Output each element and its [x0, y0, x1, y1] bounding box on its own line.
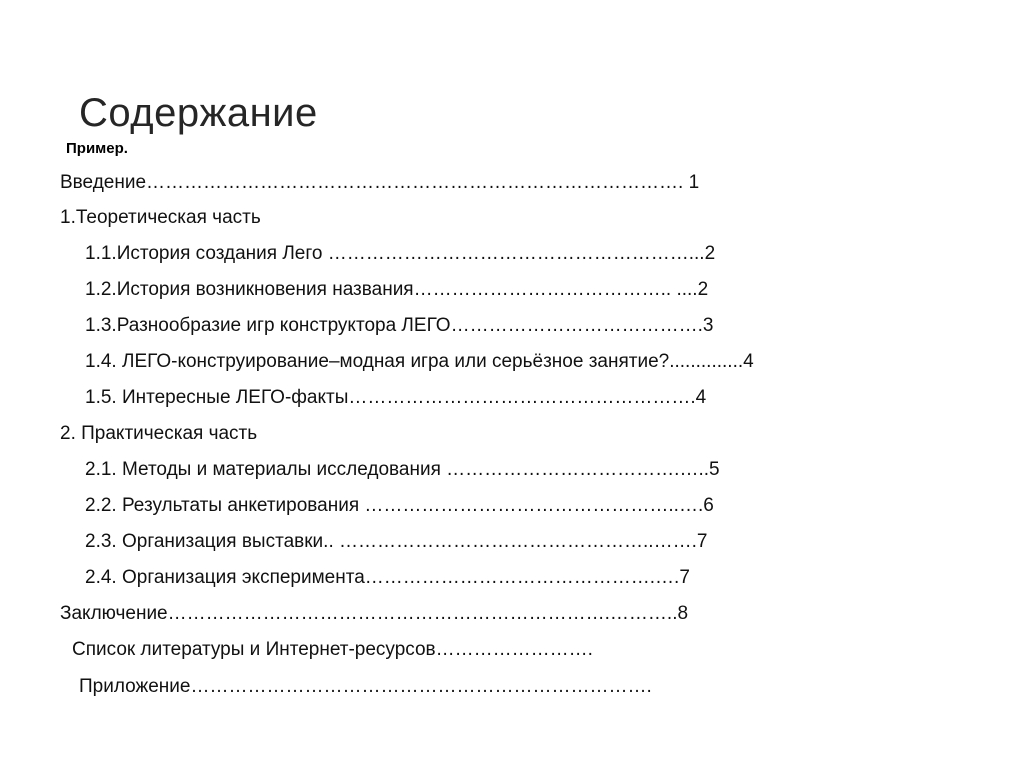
toc-entry-conclusion [60, 602, 688, 626]
toc-entry-leader: ……………………. [435, 639, 593, 660]
slide-subtitle: Пример. [66, 140, 128, 157]
toc-entry-page: 1 [683, 172, 700, 193]
toc-entry-2-4 [85, 566, 690, 590]
toc-entry-leader: ……………………………………….…. [364, 567, 680, 588]
toc-entry-leader: …………………………………. [450, 315, 703, 336]
toc-entry-text: 2.2. Результаты анкетирования [85, 495, 365, 516]
toc-entry-2-1 [85, 458, 720, 482]
toc-entry-2-3 [85, 530, 707, 554]
toc-entry-leader: ………………………………………………………………. [190, 676, 652, 697]
toc-entry-page: 5 [709, 459, 720, 480]
toc-entry-page: 7 [696, 531, 708, 552]
toc-entry-1-2 [85, 278, 708, 302]
toc-entry-text: 1.2.История возникновения названия [85, 279, 414, 300]
toc-entry-leader: …………………………………………………………………………. [146, 172, 684, 193]
toc-entry-appendix [79, 675, 652, 699]
toc-entry-leader: …………………………………………………………….……….. [167, 603, 678, 624]
toc-entry-1-5 [85, 386, 706, 410]
toc-entry-text: Список литературы и Интернет-ресурсов [72, 639, 436, 660]
toc-entry-text: 1.Теоретическая часть [60, 207, 261, 228]
toc-entry-text: 2.1. Методы и материалы исследования [85, 459, 447, 480]
slide-title: Содержание [79, 91, 318, 135]
toc-entry-1-3 [85, 314, 713, 338]
toc-entry-1-1 [85, 242, 715, 266]
toc-entry-text: 1.3.Разнообразие игр конструктора ЛЕГО [85, 315, 451, 336]
toc-entry-page: 4 [743, 351, 754, 372]
toc-entry-bibliography [72, 638, 593, 662]
toc-entry-text: Заключение [60, 603, 168, 624]
toc-entry-leader: …………………………………………..…. [364, 495, 704, 516]
toc-entry-text: 2.3. Организация выставки.. [85, 531, 340, 552]
toc-entry-page: 7 [679, 567, 690, 588]
toc-entry-leader: .............. [669, 351, 744, 372]
toc-entry-2-2 [85, 494, 714, 518]
toc-entry-text: 1.5. Интересные ЛЕГО-факты [85, 387, 349, 408]
toc-entry-leader: ……………………………….….. [446, 459, 710, 480]
toc-entry-page: 8 [677, 603, 689, 624]
toc-entry-leader: …………………………………………..……. [339, 531, 697, 552]
toc-entry-page: 2 [697, 279, 709, 300]
toc-entry-text: 2. Практическая часть [60, 423, 258, 444]
toc-entry-page: 3 [702, 315, 714, 336]
toc-entry-page: 2 [704, 243, 716, 264]
toc-entry-text: Введение [60, 172, 147, 193]
toc-entry-introduction [60, 171, 699, 195]
toc-entry-practice-section [60, 422, 257, 446]
toc-entry-text: 2.4. Организация эксперимента [85, 567, 365, 588]
toc-entry-text: Приложение [79, 676, 191, 697]
toc-entry-leader: …………………………………………………... [327, 243, 705, 264]
toc-entry-page: 6 [703, 495, 714, 516]
toc-entry-text: 1.4. ЛЕГО-конструирование–модная игра или серьёзное занятие? [85, 351, 670, 372]
toc-entry-leader: ………………………………………………. [348, 387, 696, 408]
toc-entry-leader: ………………………………….. .... [413, 279, 698, 300]
toc-entry-1-4 [85, 350, 754, 374]
toc-entry-page: 4 [695, 387, 707, 408]
toc-entry-theory-section [60, 206, 261, 230]
toc-entry-text: 1.1.История создания Лего [85, 243, 328, 264]
